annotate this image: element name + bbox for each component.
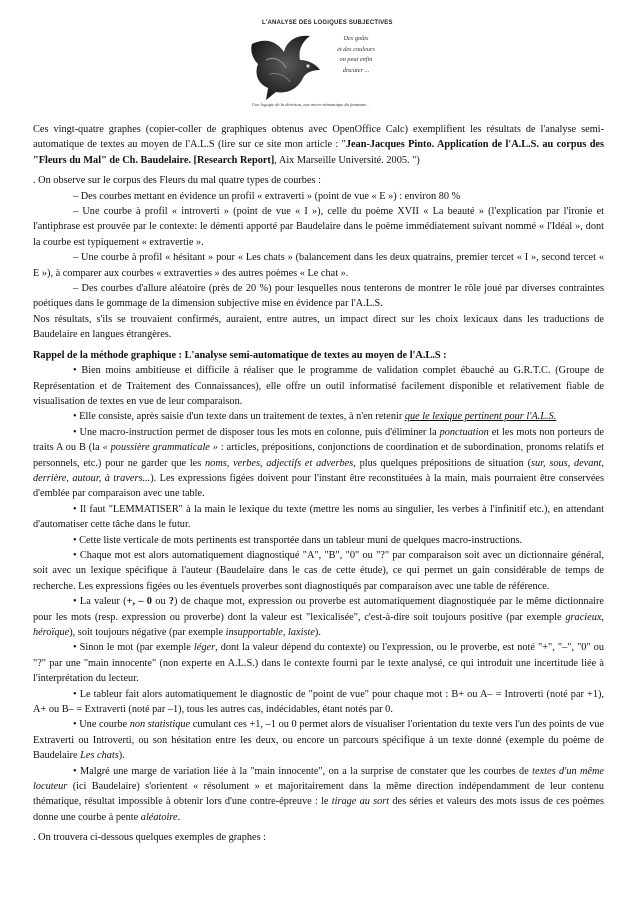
logo-tagline: Des goûts et des couleurs on peut enfin discuter ... xyxy=(337,35,375,74)
method-bullet-4: • Il faut "LEMMATISER" à la main le lexique du texte (mettre les noms au singulier, les verbes à l'infinitif etc.), en attendant d'automatiser cette tâche dans le futur. xyxy=(33,503,604,531)
logo xyxy=(232,18,393,110)
method-bullet-11: • Malgré une marge de variation liée à la "main innocente", on a la surprise de constater que les courbes de textes d'un même locuteur (ici Baudelaire) s'orientent « résolument » et majoritairement dans la même direction indépendamment de leur contenu thématique, résultat impossible à obtenir lors d'une contre-épreuve : le tirage au sort des séries et valeurs des mots issus de ces poèmes donne une courbe à pente aléatoire. xyxy=(33,765,604,823)
curve-type-1: – Des courbes mettant en évidence un profil « extraverti » (point de vue « E ») : environ 80 % xyxy=(73,190,461,202)
method-bullet-6: • Chaque mot est alors automatiquement diagnostiqué "A", "B", "0" ou "?" par comparaison soit avec un dictionnaire général, soit avec un lexique spécifique à l'auteur (Baudelaire dans le cas de cette étude), ce qui permet un gain considérable de temps de recherche. Les expressions figées ou les éventuels proverbes sont diagnostiqués par comparaison avec une table de référence. xyxy=(33,549,604,592)
cited-report: Jean-Jacques Pinto. Application de l'A.L.S. au corpus des "Fleurs du Mal" de Ch. Baudelaire. [Research Report] xyxy=(33,139,604,166)
intro-paragraph: Ces vingt-quatre graphes (copier-coller de graphiques obtenus avec OpenOffice Calc) exemplifient les résultats de l'analyse semi-automatique de textes au moyen de l'A.L.S (lire sur ce site mon article : "Jean-Jacques Pinto. Application de l'A.L.S. au corpus des "Fleurs du Mal" de Ch. Baudelaire. [Research Report], Aix Marseille Université. 2005. ") xyxy=(33,124,604,166)
closing-line: . On trouvera ci-dessous quelques exemples de graphes : xyxy=(33,832,267,844)
curve-type-2: – Une courbe à profil « introverti » (point de vue « I »), celle du poème XVII « La beauté » (l'explication par l'ironie et l'antiphrase est prouvée par le contexte: le démenti apporté par Baudelaire dans le poème immédiatement suivant nommé « l'Idéal », dont la courbe est typiquement « extravertie ». xyxy=(33,206,604,248)
dove-icon xyxy=(246,30,326,102)
document-body xyxy=(33,122,604,846)
method-bullet-1: • Bien moins ambitieuse et difficile à réaliser que le programme de validation complet ébauché au G.R.T.C. (Groupe de Représentation et de Traitement des Connaissances), elle offre un outil informatisé facilement disponible et relativement fiable de visualisation de textes en vue de leur comparaison. xyxy=(33,365,604,407)
method-bullet-2: • Elle consiste, après saisie d'un texte dans un traitement de textes, à n'en retenir que le lexique pertinent pour l'A.L.S. xyxy=(73,411,557,423)
curve-type-3: – Une courbe à profil « hésitant » pour « Les chats » (balancement dans les deux quatrains, premier tercet « I », second tercet « E »), à comparer aux courbes « extraverties » des autres poèmes « Le chat ». xyxy=(33,252,604,279)
method-bullet-9: • Le tableur fait alors automatiquement le diagnostic de "point de vue" pour chaque mot : B+ ou A– = Introverti (noté par +1), A+ ou B– = Extraverti (noté par –1), tous les autres cas, indécidables, étant notés par 0. xyxy=(33,688,604,716)
observe-line: . On observe sur le corpus des Fleurs du mal quatre types de courbes : xyxy=(33,175,321,187)
results-paragraph: Nos résultats, s'ils se trouvaient confirmés, auraient, entre autres, un impact direct sur les choix lexicaux dans les traductions de Baudelaire en langues étrangères. xyxy=(33,313,604,341)
method-heading: Rappel de la méthode graphique : L'analyse semi-automatique de textes au moyen de l'A.L.S : xyxy=(33,349,447,361)
curve-type-4: – Des courbes d'allure aléatoire (près de 20 %) pour lesquelles nous tenterons de montrer le rôle joué par diverses contraintes poétiques dans le gommage de la dimension subjective mise en évidence par l'A.L.S. xyxy=(33,283,604,310)
logo-title: L'ANALYSE DES LOGIQUES SUBJECTIVES xyxy=(262,20,393,26)
method-bullet-8: • Sinon le mot (par exemple léger, dont la valeur dépend du contexte) ou l'expression, ou le proverbe, est noté "+", "–", "0" ou "?" par une "main innocente" (non experte en A.L.S.) dans le contexte fourni par le texte analysé, ce qui introduit une incertitude liée à l'interprétation du lecteur. xyxy=(33,642,604,685)
logo-footer: Une logique de la déraison, aux micro-sémantique du fantasme... xyxy=(252,102,370,107)
method-bullet-10: • Une courbe non statistique cumulant ces +1, –1 ou 0 permet alors de visualiser l'orientation du texte vers l'un des points de vue Extraverti ou Introverti, ou son hésitation entre les deux, ou encore un parcours spécifique à un texte donné (exemple du poème de Baudelaire Les chats). xyxy=(33,719,604,762)
method-bullet-5: • Cette liste verticale de mots pertinents est transportée dans un tableur muni de quelques macro-instructions. xyxy=(73,534,523,546)
method-bullet-7: • La valeur (+, – 0 ou ?) de chaque mot, expression ou proverbe est automatiquement diagnostiquée par le même dictionnaire pour les mots (resp. expression ou proverbe) dont la valeur est "lexicalisée", c'est-à-dire soit toujours positive (par exemple gracieux, héroïque), soit toujours négative (par exemple insupportable, laxiste). xyxy=(33,596,605,638)
method-bullet-3: • Une macro-instruction permet de disposer tous les mots en colonne, puis d'éliminer la ponctuation et les mots non porteurs de traits A ou B (la « poussière grammaticale » : articles, prépositions, conjonctions de coordination et de subordination, pronoms relatifs et personnels, etc.) pour ne garder que les noms, verbes, adjectifs et adverbes, plus quelques prépositions de situation (sur, sous, devant, derrière, autour, à travers...). Les expressions figées doivent pour l'instant être reconstituées à la main, mais pourraient être conservées d'emblée par comparaison avec une table. xyxy=(33,426,604,500)
